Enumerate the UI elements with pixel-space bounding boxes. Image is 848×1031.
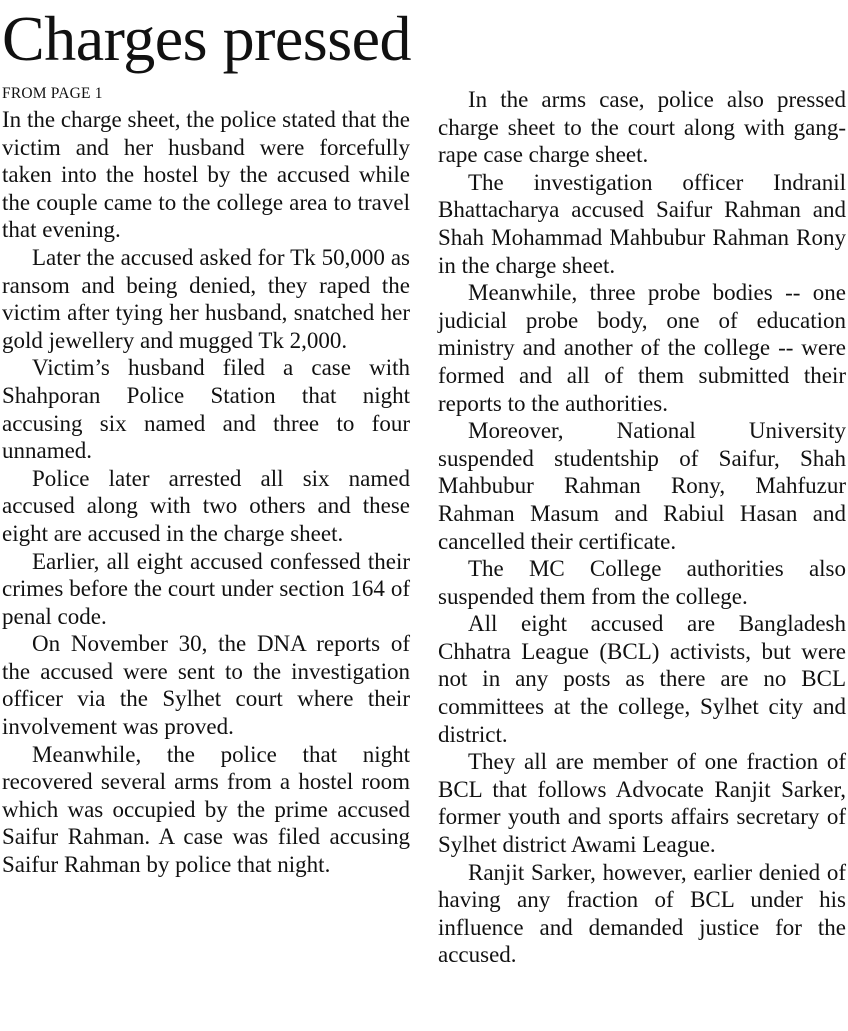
paragraph: Police later arrested all six named accused along with two others and these eight are accused in the charge sheet. xyxy=(2,465,410,546)
headline: Charges pressed xyxy=(2,3,411,74)
kicker: FROM PAGE 1 xyxy=(2,85,103,102)
paragraph: Meanwhile, the police that night recovered several arms from a hostel room which was occupied by the prime accused Saifur Rahman. A case was filed accusing Saifur Rahman by police that night. xyxy=(2,741,410,878)
paragraph: Later the accused asked for Tk 50,000 as ransom and being denied, they raped the victim after tying her husband, snatched her gold jewellery and mugged Tk 2,000. xyxy=(2,244,410,353)
left-column xyxy=(2,84,410,879)
paragraph: The MC College authorities also suspended them from the college. xyxy=(438,556,846,609)
right-column xyxy=(438,86,846,969)
paragraph: In the arms case, police also pressed charge sheet to the court along with gang-rape case charge sheet. xyxy=(438,87,846,168)
paragraph: Moreover, National University suspended studentship of Saifur, Shah Mahbubur Rahman Rony, Mahfuzur Rahman Masum and Rabiul Hasan and cancelled their certificate. xyxy=(438,418,846,554)
paragraph: Ranjit Sarker, however, earlier denied of having any fraction of BCL under his influence and demanded justice for the accused. xyxy=(438,859,846,968)
paragraph: In the charge sheet, the police stated that the victim and her husband were forcefully taken into the hostel by the accused while the couple came to the college area to travel that evening. xyxy=(2,107,410,243)
paragraph: They all are member of one fraction of BCL that follows Advocate Ranjit Sarker, former youth and sports affairs secretary of Sylhet district Awami League. xyxy=(438,749,846,858)
paragraph: Victim’s husband filed a case with Shahporan Police Station that night accusing six named and three to four unnamed. xyxy=(2,355,410,464)
paragraph: The investigation officer Indranil Bhattacharya accused Saifur Rahman and Shah Mohammad Mahbubur Rahman Rony in the charge sheet. xyxy=(438,169,846,278)
paragraph: All eight accused are Bangladesh Chhatra League (BCL) activists, but were not in any posts as there are no BCL committees at the college, Sylhet city and district. xyxy=(438,611,846,747)
paragraph: Earlier, all eight accused confessed their crimes before the court under section 164 of penal code. xyxy=(2,548,410,629)
paragraph: On November 30, the DNA reports of the accused were sent to the investigation officer via the Sylhet court where their involvement was proved. xyxy=(2,631,410,740)
paragraph: Meanwhile, three probe bodies -- one judicial probe body, one of education ministry and another of the college -- were formed and all of them submitted their reports to the authorities. xyxy=(438,280,846,416)
